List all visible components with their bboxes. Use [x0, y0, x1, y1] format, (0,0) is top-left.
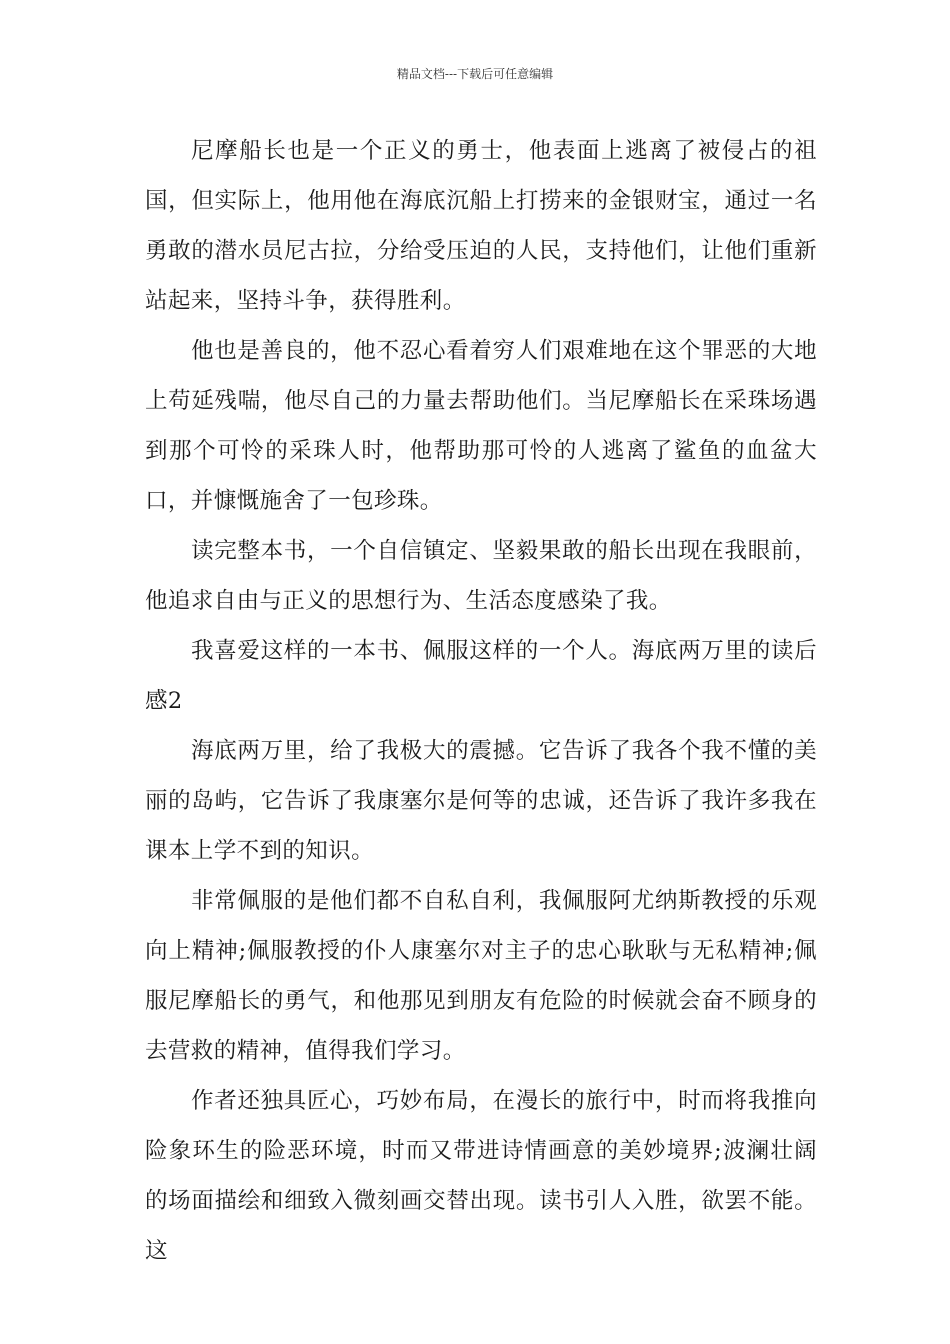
- paragraph-6: 非常佩服的是他们都不自私自利，我佩服阿尤纳斯教授的乐观向上精神;佩服教授的仆人康塞尔对主子的忠心耿耿与无私精神;佩服尼摩船长的勇气，和他那见到朋友有危险的时候就会奋不顾身的去营救的精神，值得我们学习。: [145, 888, 817, 1064]
- paragraph-1: 尼摩船长也是一个正义的勇士，他表面上逃离了被侵占的祖国，但实际上，他用他在海底沉船上打捞来的金银财宝，通过一名勇敢的潜水员尼古拉，分给受压迫的人民，支持他们，让他们重新站起来，坚持斗争，获得胜利。: [145, 138, 817, 314]
- paragraph-2: 他也是善良的，他不忍心看着穷人们艰难地在这个罪恶的大地上苟延残喘，他尽自己的力量去帮助他们。当尼摩船长在采珠场遇到那个可怜的采珠人时，他帮助那可怜的人逃离了鲨鱼的血盆大口，并慷慨施舍了一包珍珠。: [145, 338, 817, 514]
- paragraph-5: 海底两万里，给了我极大的震撼。它告诉了我各个我不懂的美丽的岛屿，它告诉了我康塞尔是何等的忠诚，还告诉了我许多我在课本上学不到的知识。: [145, 738, 817, 864]
- paragraph-3: 读完整本书，一个自信镇定、坚毅果敢的船长出现在我眼前，他追求自由与正义的思想行为、生活态度感染了我。: [145, 538, 817, 614]
- document-body: [145, 126, 817, 1276]
- paragraph-4: 我喜爱这样的一本书、佩服这样的一个人。海底两万里的读后感2: [145, 638, 817, 714]
- page-header: 精品文档---下载后可任意编辑: [396, 67, 554, 81]
- paragraph-7: 作者还独具匠心，巧妙布局，在漫长的旅行中，时而将我推向险象环生的险恶环境，时而又带进诗情画意的美妙境界;波澜壮阔的场面描绘和细致入微刻画交替出现。读书引人入胜，欲罢不能。这: [145, 1088, 817, 1264]
